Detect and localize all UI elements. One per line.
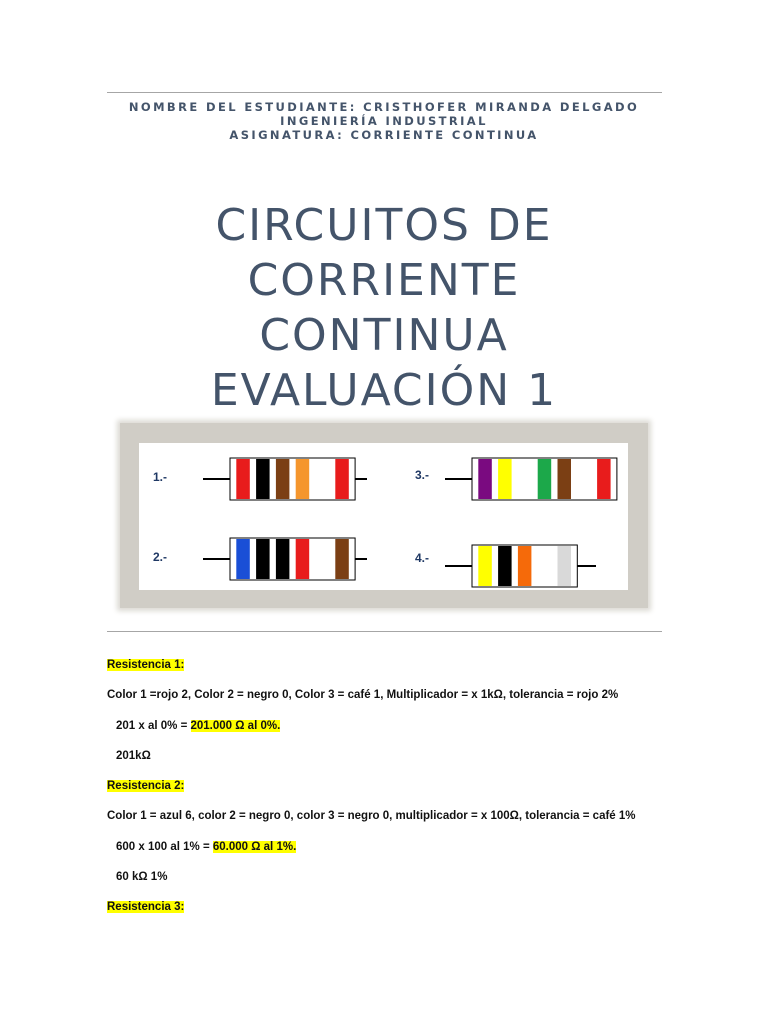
r2-result: 60.000 Ω al 1%.: [212, 841, 297, 853]
resistor-1-band-2: [256, 459, 270, 499]
resistor-3-band-7: [597, 459, 611, 499]
middle-divider: [107, 631, 662, 632]
resistor-3-band-2: [498, 459, 512, 499]
resistor-label-2: 2.-: [153, 550, 168, 564]
subject-name: ASIGNATURA: CORRIENTE CONTINUA: [229, 128, 539, 142]
resistor-2-band-4: [296, 539, 310, 579]
resistor-4-band-3: [518, 546, 532, 586]
top-divider: [107, 92, 662, 93]
resistor-3-band-5: [558, 459, 572, 499]
resistor-3-band-3: [518, 459, 532, 499]
r2-calculation: 600 x 100 al 1% = 60.000 Ω al 1%.: [116, 841, 297, 853]
resistor-3-band-1: [478, 459, 492, 499]
resistor-label-1: 1.-: [153, 470, 168, 484]
resistor-2-band-1: [236, 539, 250, 579]
resistor-diagram: [139, 443, 628, 590]
title-line-1: CIRCUITOS DE: [215, 200, 553, 251]
resistor-label-4: 4.-: [415, 551, 430, 565]
resistor-3-band-4: [538, 459, 552, 499]
r1-short-value: 201kΩ: [116, 750, 151, 762]
resistor-4-band-1: [478, 546, 492, 586]
r1-calculation: 201 x al 0% = 201.000 Ω al 0%.: [116, 720, 281, 732]
resistor-1-band-6: [335, 459, 349, 499]
title-line-3: CONTINUA: [259, 310, 509, 361]
r1-colors: Color 1 =rojo 2, Color 2 = negro 0, Color 3 = café 1, Multiplicador = x 1kΩ, tolerancia = rojo 2%: [107, 689, 619, 701]
resistor-4-band-5: [558, 546, 572, 586]
r2-short-value: 60 kΩ 1%: [116, 871, 168, 883]
program-name: INGENIERÍA INDUSTRIAL: [280, 114, 488, 128]
document-header: [0, 100, 768, 142]
document-title: [0, 198, 768, 418]
title-line-2: CORRIENTE: [247, 255, 521, 306]
resistor-2-band-6: [335, 539, 349, 579]
student-name: NOMBRE DEL ESTUDIANTE: CRISTHOFER MIRANDA DELGADO: [128, 100, 640, 114]
resistor-2-band-2: [256, 539, 270, 579]
resistor-figure-canvas: [139, 443, 628, 590]
r3-heading: Resistencia 3:: [107, 901, 185, 913]
resistor-1-band-3: [276, 459, 290, 499]
r1-result: 201.000 Ω al 0%.: [190, 720, 281, 732]
resistor-2-band-3: [276, 539, 290, 579]
resistor-4-band-4: [538, 546, 552, 586]
resistor-3-band-6: [577, 459, 591, 499]
resistor-label-3: 3.-: [415, 468, 430, 482]
resistor-1-band-4: [296, 459, 310, 499]
resistor-1-band-1: [236, 459, 250, 499]
resistor-figure: [120, 423, 648, 608]
r2-heading: Resistencia 2:: [107, 780, 185, 792]
r2-colors: Color 1 = azul 6, color 2 = negro 0, color 3 = negro 0, multiplicador = x 100Ω, tolerancia = café 1%: [107, 810, 636, 822]
title-line-4: EVALUACIÓN 1: [210, 365, 558, 416]
resistor-4-band-2: [498, 546, 512, 586]
r1-heading: Resistencia 1:: [107, 659, 185, 671]
resistor-2-band-5: [316, 539, 330, 579]
resistor-1-band-5: [316, 459, 330, 499]
